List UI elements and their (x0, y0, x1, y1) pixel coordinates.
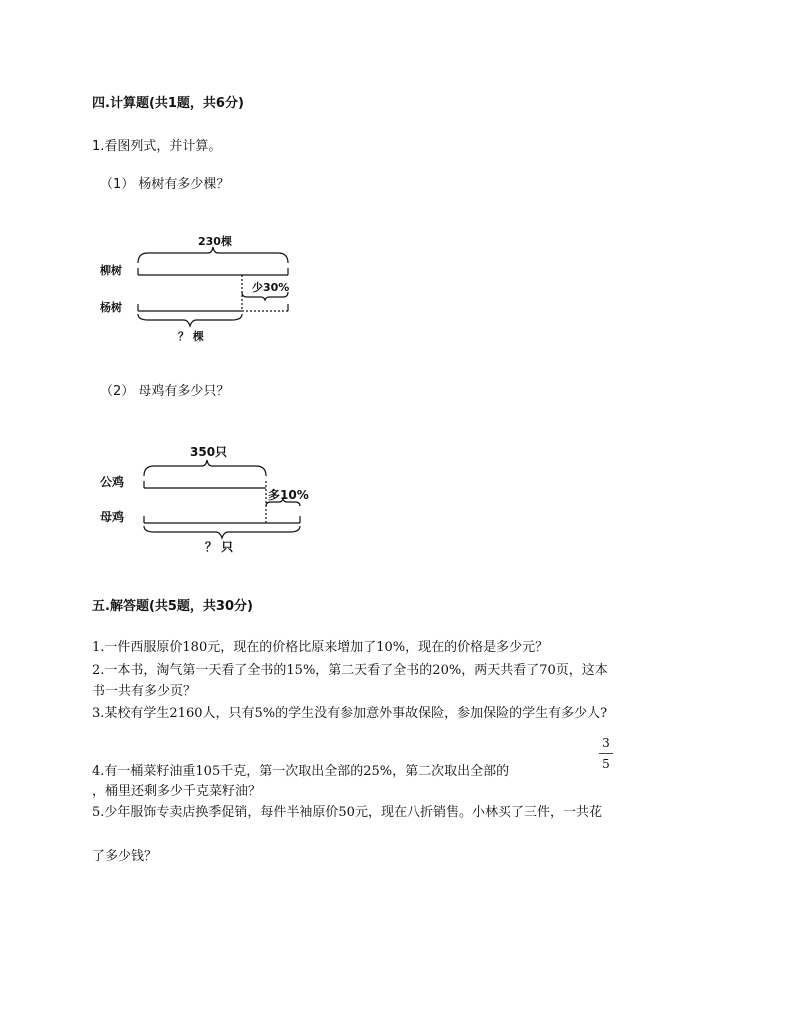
question-5-4-line2: ，桶里还剩多少千克菜籽油？ (92, 784, 262, 799)
question-5-5-line2: 了多少钱？ (92, 849, 158, 864)
question-5-5-line1: 5.少年服饰专卖店换季促销，每件半袖原价50元，现在八折销售。小林买了三件，一共花 (92, 805, 602, 820)
diagram1-row1-label: 柳树 (100, 264, 122, 277)
diagram1-diff-label: 少30% (252, 281, 290, 294)
part-1-prompt: （1） 杨树有多少棵？ (100, 177, 230, 192)
diagram2-top-brace (144, 460, 266, 476)
question-5-2-line1: 2.一本书，淘气第一天看了全书的15%，第二天看了全书的20%，两天共看了70页，这本 (92, 663, 608, 678)
section-4-heading: 四.计算题(共1题，共6分) (92, 96, 244, 111)
diagram1-row2-label: 杨树 (100, 301, 122, 314)
fraction-three-fifths (599, 736, 613, 771)
diagram2-top-label: 350只 (190, 445, 228, 459)
diagram2-diff-label: 多10% (268, 488, 309, 502)
diagram1-bottom-label: ？ 棵 (178, 330, 204, 343)
fraction-denominator: 5 (602, 757, 610, 771)
diagram2-row1-label: 公鸡 (100, 475, 125, 489)
question-5-4-line1: 4.有一桶菜籽油重105千克，第一次取出全部的25%，第二次取出全部的 (92, 764, 510, 779)
question-1-stem: 1.看图列式，并计算。 (92, 139, 222, 154)
question-5-1: 1.一件西服原价180元，现在的价格比原来增加了10%，现在的价格是多少元？ (92, 640, 549, 655)
diagram2-bottom-brace (144, 526, 300, 538)
part-2-prompt: （2） 母鸡有多少只？ (100, 384, 230, 399)
diagram1-top-label: 230棵 (198, 235, 232, 248)
fraction-numerator: 3 (602, 736, 610, 750)
question-5-2-line2: 书一共有多少页？ (92, 684, 197, 699)
diagram2-bottom-label: ？ 只 (205, 540, 234, 554)
diagram2-row2-label: 母鸡 (100, 510, 125, 524)
section-5-heading: 五.解答题(共5题，共30分) (92, 599, 253, 614)
question-5-3: 3.某校有学生2160人，只有5%的学生没有参加意外事故保险，参加保险的学生有多少人? (92, 706, 608, 721)
fraction-bar (599, 753, 613, 754)
